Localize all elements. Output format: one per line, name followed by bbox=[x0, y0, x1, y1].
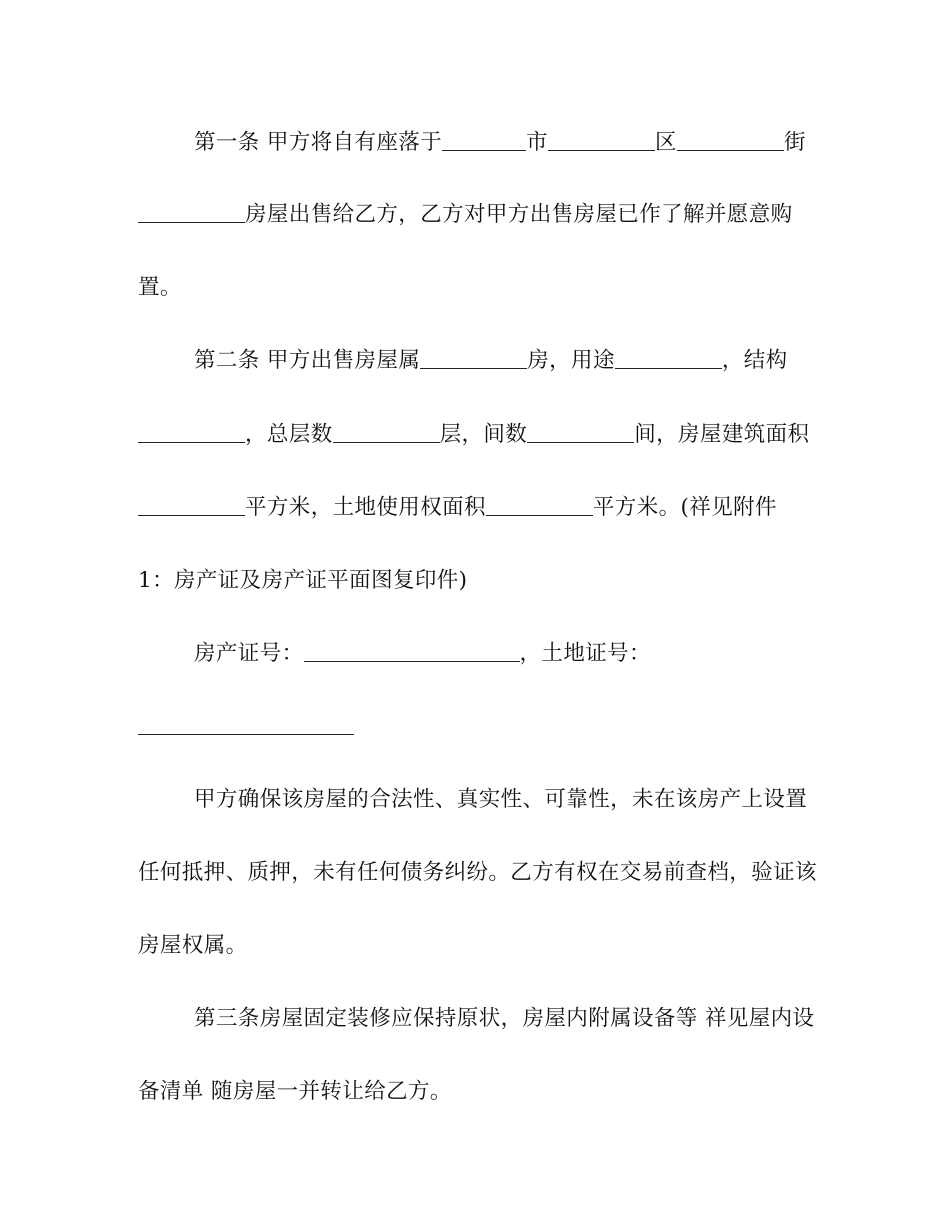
article2-line1 bbox=[194, 346, 818, 376]
property-cert-blank bbox=[304, 639, 520, 662]
street-blank bbox=[677, 128, 784, 151]
land-cert-label: ，土地证号： bbox=[519, 641, 651, 666]
property-cert-label: 房产证号： bbox=[194, 641, 304, 666]
article3-line1 bbox=[194, 1004, 818, 1034]
address-blank bbox=[138, 200, 245, 223]
article3-text-line2: 备清单 随房屋一并转让给乙方。 bbox=[138, 1079, 452, 1104]
article2-line4 bbox=[138, 566, 818, 596]
article2-text-h: 平方米。(祥见附件 bbox=[592, 495, 777, 520]
article1-text-d: 街 bbox=[783, 130, 806, 155]
structure-blank bbox=[138, 420, 245, 443]
article1-line3 bbox=[138, 273, 818, 303]
certificates-line bbox=[194, 639, 818, 669]
article1-text-b: 市 bbox=[526, 130, 549, 155]
article2-text-c: ，结构 bbox=[721, 348, 788, 373]
article1-line1 bbox=[194, 128, 818, 158]
article3-line2 bbox=[138, 1077, 818, 1107]
article1-text-line2: 房屋出售给乙方，乙方对甲方出售房屋已作了解并愿意购 bbox=[245, 202, 793, 227]
usage-blank bbox=[615, 346, 722, 369]
article2-text-e: 层，间数 bbox=[439, 422, 528, 447]
rooms-blank bbox=[527, 420, 634, 443]
guarantee-line1 bbox=[194, 785, 818, 815]
article2-text-f: 间，房屋建筑面积 bbox=[634, 422, 810, 447]
article2-text-d: ，总层数 bbox=[245, 422, 333, 447]
guarantee-text-line2: 任何抵押、质押，未有任何债务纠纷。乙方有权在交易前查档，验证该 bbox=[138, 860, 817, 885]
land-cert-line bbox=[138, 712, 818, 742]
article1-text-a: 第一条 甲方将自有座落于 bbox=[194, 130, 443, 155]
land-area-blank bbox=[486, 493, 593, 516]
district-blank bbox=[548, 128, 655, 151]
land-cert-blank bbox=[138, 712, 354, 735]
guarantee-text-line1: 甲方确保该房屋的合法性、真实性、可靠性，未在该房产上设置 bbox=[194, 787, 808, 812]
city-blank bbox=[442, 128, 526, 151]
article2-text-a: 第二条 甲方出售房屋属 bbox=[194, 348, 421, 373]
house-type-blank bbox=[420, 346, 527, 369]
article1-text-line3: 置。 bbox=[138, 275, 182, 300]
guarantee-text-line3: 房屋权属。 bbox=[138, 933, 248, 958]
guarantee-line3 bbox=[138, 931, 818, 961]
article2-line2 bbox=[138, 420, 818, 450]
article1-line2 bbox=[138, 200, 818, 230]
article1-text-c: 区 bbox=[655, 130, 677, 155]
article2-text-g: 平方米，土地使用权面积 bbox=[245, 495, 486, 520]
article2-text-b: 房，用途 bbox=[527, 348, 615, 373]
building-area-blank bbox=[138, 493, 245, 516]
floors-blank bbox=[333, 420, 440, 443]
article2-line3 bbox=[138, 493, 818, 523]
guarantee-line2 bbox=[138, 858, 818, 888]
article3-text-line1: 第三条房屋固定装修应保持原状，房屋内附属设备等 祥见屋内设 bbox=[194, 1006, 815, 1031]
article2-text-line4: 1：房产证及房产证平面图复印件) bbox=[138, 568, 468, 593]
